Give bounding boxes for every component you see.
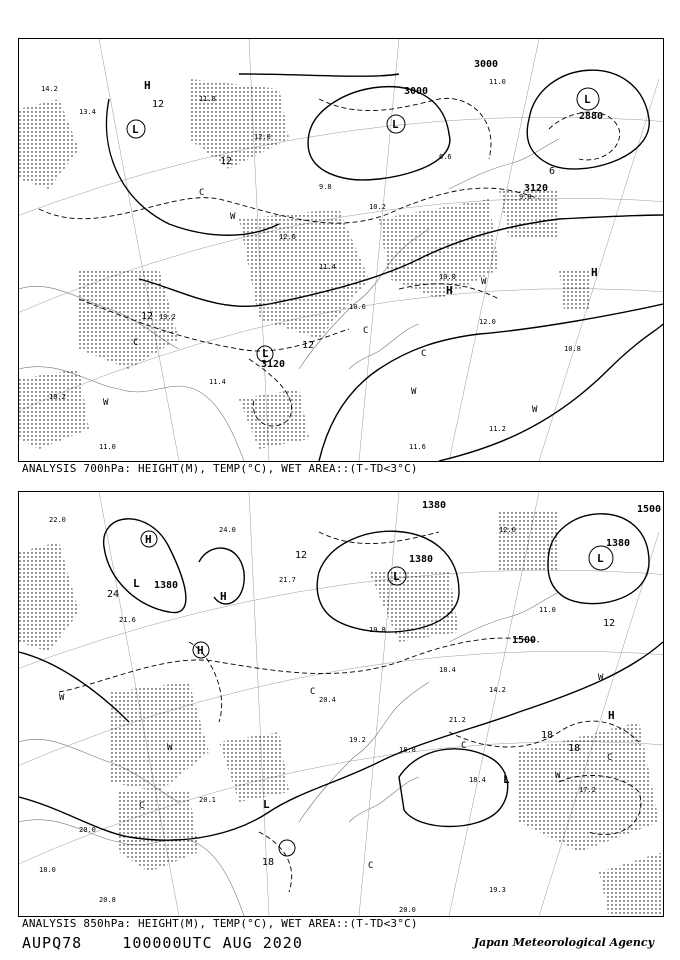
svg-text:12.0: 12.0 <box>254 133 271 141</box>
svg-text:10.8: 10.8 <box>564 345 581 353</box>
height-label: 1500 <box>637 504 662 515</box>
svg-text:18.4: 18.4 <box>439 666 456 674</box>
height-label: 1380 <box>422 500 447 511</box>
cold-center: C <box>461 741 467 751</box>
height-label: 3120 <box>524 183 549 194</box>
warm-center: W <box>167 743 173 753</box>
product-id: AUPQ78 <box>22 934 83 952</box>
svg-text:21.7: 21.7 <box>279 576 296 584</box>
height-label: 1500 <box>512 635 537 646</box>
high-center: H <box>220 590 227 603</box>
cold-center: C <box>607 753 613 763</box>
svg-text:11.4: 11.4 <box>209 378 226 386</box>
temp-label: 6 <box>549 166 556 177</box>
svg-text:10.6: 10.6 <box>349 303 366 311</box>
caption-700hpa: ANALYSIS 700hPa: HEIGHT(M), TEMP(°C), WET AREA::(T-TD<3°C) <box>22 462 418 475</box>
svg-text:13.2: 13.2 <box>159 313 176 321</box>
cold-center: C <box>133 338 139 348</box>
contour-3120-south <box>319 304 663 461</box>
high-center: H <box>145 533 152 546</box>
svg-text:6.6: 6.6 <box>439 153 452 161</box>
svg-text:11.4: 11.4 <box>319 263 336 271</box>
svg-text:19.8: 19.8 <box>369 626 386 634</box>
svg-text:9.8: 9.8 <box>519 193 532 201</box>
cold-center: C <box>199 188 205 198</box>
contour-ridge <box>439 324 663 461</box>
svg-text:21.2: 21.2 <box>449 716 466 724</box>
svg-text:11.0: 11.0 <box>539 606 556 614</box>
low-center: L <box>133 577 140 590</box>
chart-850hpa <box>18 491 664 917</box>
svg-text:10.0: 10.0 <box>439 273 456 281</box>
temp-label: 12 <box>603 618 616 629</box>
svg-text:24.0: 24.0 <box>219 526 236 534</box>
svg-text:22.0: 22.0 <box>49 516 66 524</box>
svg-text:9.8: 9.8 <box>319 183 332 191</box>
high-center: H <box>591 266 598 279</box>
svg-text:11.8: 11.8 <box>199 95 216 103</box>
cold-center: C <box>421 349 427 359</box>
height-label: 3000 <box>404 86 429 97</box>
svg-text:14.2: 14.2 <box>489 686 506 694</box>
height-label: 3000 <box>474 59 499 70</box>
temp-label: 18 <box>568 743 581 754</box>
svg-text:20.0: 20.0 <box>79 826 96 834</box>
low-center: L <box>584 93 591 106</box>
chart-700hpa <box>18 38 664 462</box>
svg-text:21.6: 21.6 <box>119 616 136 624</box>
svg-text:20.0: 20.0 <box>399 906 416 914</box>
svg-text:12.0: 12.0 <box>479 318 496 326</box>
low-center: L <box>262 347 269 360</box>
temp-label: 12 <box>220 156 233 167</box>
high-center: H <box>608 709 615 722</box>
warm-center: W <box>411 387 417 397</box>
svg-text:13.4: 13.4 <box>79 108 96 116</box>
temp-label: 12 <box>295 550 308 561</box>
wet-areas <box>19 512 663 916</box>
warm-center: W <box>103 398 109 408</box>
low-center: L <box>392 118 399 131</box>
height-label: 1380 <box>409 554 434 565</box>
cold-center: C <box>363 326 369 336</box>
svg-text:10.2: 10.2 <box>49 393 66 401</box>
contour-ridge-low <box>399 749 508 827</box>
warm-center: W <box>532 405 538 415</box>
svg-text:19.2: 19.2 <box>349 736 366 744</box>
svg-text:11.0: 11.0 <box>489 78 506 86</box>
svg-text:12.6: 12.6 <box>499 526 516 534</box>
high-center: H <box>446 284 453 297</box>
product-header <box>22 934 303 952</box>
temp-label: 12 <box>302 340 315 351</box>
svg-text:14.2: 14.2 <box>41 85 58 93</box>
cold-center: C <box>139 801 145 811</box>
svg-text:20.1: 20.1 <box>199 796 216 804</box>
cold-center: C <box>310 687 316 697</box>
svg-text:17.2: 17.2 <box>579 786 596 794</box>
svg-text:20.8: 20.8 <box>99 896 116 904</box>
high-center: H <box>144 79 151 92</box>
warm-center: W <box>59 693 65 703</box>
temp-label: 12 <box>141 311 154 322</box>
svg-text:11.2: 11.2 <box>489 425 506 433</box>
warm-center: W <box>598 673 604 683</box>
map-700hpa <box>19 39 663 461</box>
svg-text:11.0: 11.0 <box>99 443 116 451</box>
svg-text:20.4: 20.4 <box>319 696 336 704</box>
svg-text:11.6: 11.6 <box>409 443 426 451</box>
height-label: 2880 <box>579 111 604 122</box>
warm-center: W <box>555 771 561 781</box>
svg-text:18.0: 18.0 <box>39 866 56 874</box>
temp-label: 18 <box>262 857 275 868</box>
caption-850hpa: ANALYSIS 850hPa: HEIGHT(M), TEMP(°C), WET AREA::(T-TD<3°C) <box>22 917 418 930</box>
temp-label: 24 <box>107 589 120 600</box>
temp-label: 12 <box>152 99 165 110</box>
svg-text:18.4: 18.4 <box>469 776 486 784</box>
map-850hpa <box>19 492 663 916</box>
low-center: L <box>393 570 400 583</box>
height-label: 3120 <box>261 359 286 370</box>
contour-3000-low <box>308 87 450 180</box>
cold-center: C <box>368 861 374 871</box>
low-center: L <box>263 798 270 811</box>
low-center: L <box>597 552 604 565</box>
wet-areas <box>19 79 589 449</box>
agency-name: Japan Meteorological Agency <box>473 936 654 949</box>
temp-label: 18 <box>541 730 554 741</box>
svg-text:10.2: 10.2 <box>369 203 386 211</box>
contour-3000-north <box>239 74 399 76</box>
height-label: 1380 <box>606 538 631 549</box>
low-center: L <box>503 773 510 786</box>
coastline <box>19 592 559 916</box>
warm-center: W <box>230 212 236 222</box>
svg-text:18.8: 18.8 <box>399 746 416 754</box>
high-center: H <box>197 644 204 657</box>
svg-text:12.6: 12.6 <box>279 233 296 241</box>
svg-text:19.3: 19.3 <box>489 886 506 894</box>
height-label: 1380 <box>154 580 179 591</box>
low-center: L <box>132 123 139 136</box>
warm-center: W <box>481 277 487 287</box>
valid-time: 100000UTC AUG 2020 <box>122 934 303 952</box>
